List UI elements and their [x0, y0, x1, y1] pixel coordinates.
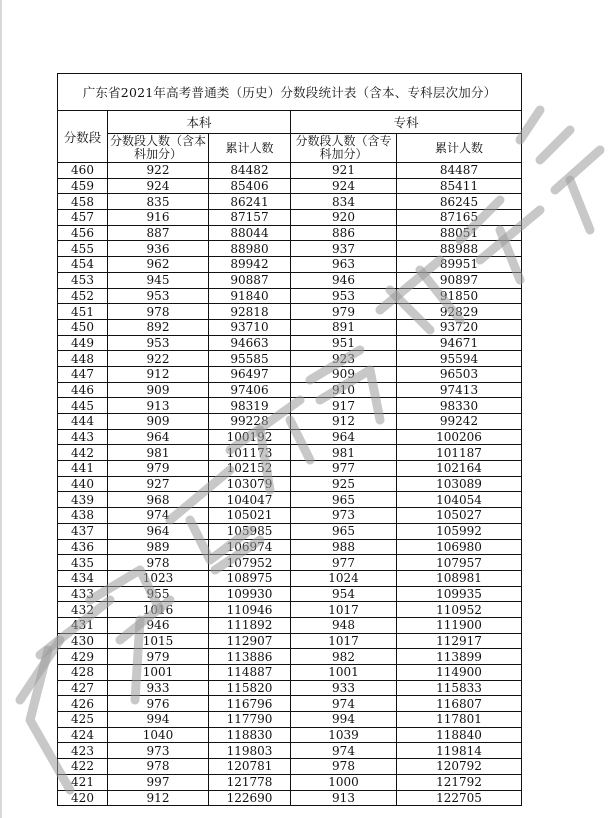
junior-count-cell: 923	[291, 351, 397, 367]
score-band-cell: 456	[58, 225, 108, 241]
score-band-cell: 432	[58, 602, 108, 618]
junior-count-cell: 964	[291, 429, 397, 445]
undergrad-count-cell: 994	[108, 712, 209, 728]
header-junior-group: 专科	[291, 111, 522, 134]
score-band-cell: 459	[58, 178, 108, 194]
junior-cumulative-cell: 121792	[397, 774, 522, 790]
junior-cumulative-cell: 119814	[397, 743, 522, 759]
undergrad-cumulative-cell: 109930	[209, 586, 291, 602]
junior-count-cell: 913	[291, 790, 397, 806]
undergrad-count-cell: 979	[108, 649, 209, 665]
score-band-cell: 441	[58, 461, 108, 477]
junior-count-cell: 978	[291, 759, 397, 775]
score-band-cell: 433	[58, 586, 108, 602]
junior-cumulative-cell: 103089	[397, 476, 522, 492]
undergrad-cumulative-cell: 106974	[209, 539, 291, 555]
junior-cumulative-cell: 85411	[397, 178, 522, 194]
undergrad-cumulative-cell: 108975	[209, 570, 291, 586]
junior-count-cell: 973	[291, 508, 397, 524]
junior-cumulative-cell: 109935	[397, 586, 522, 602]
undergrad-cumulative-cell: 121778	[209, 774, 291, 790]
score-band-cell: 426	[58, 696, 108, 712]
junior-cumulative-cell: 116807	[397, 696, 522, 712]
table-row	[58, 351, 522, 367]
undergrad-count-cell: 953	[108, 335, 209, 351]
undergrad-cumulative-cell: 95585	[209, 351, 291, 367]
junior-cumulative-cell: 111900	[397, 617, 522, 633]
table-row	[58, 680, 522, 696]
undergrad-count-cell: 964	[108, 523, 209, 539]
table-row	[58, 398, 522, 414]
undergrad-cumulative-cell: 120781	[209, 759, 291, 775]
table-row	[58, 429, 522, 445]
junior-cumulative-cell: 94671	[397, 335, 522, 351]
table-row	[58, 382, 522, 398]
score-band-cell: 445	[58, 398, 108, 414]
score-distribution-table-container	[57, 73, 521, 806]
junior-count-cell: 1039	[291, 727, 397, 743]
table-row	[58, 210, 522, 226]
undergrad-count-cell: 936	[108, 241, 209, 257]
junior-count-cell: 917	[291, 398, 397, 414]
score-band-cell: 440	[58, 476, 108, 492]
undergrad-count-cell: 976	[108, 696, 209, 712]
undergrad-cumulative-cell: 85406	[209, 178, 291, 194]
score-band-cell: 423	[58, 743, 108, 759]
junior-count-cell: 988	[291, 539, 397, 555]
junior-count-cell: 981	[291, 445, 397, 461]
table-row	[58, 445, 522, 461]
junior-cumulative-cell: 115833	[397, 680, 522, 696]
junior-count-cell: 891	[291, 319, 397, 335]
score-band-cell: 427	[58, 680, 108, 696]
header-score-band: 分数段	[58, 111, 108, 163]
undergrad-count-cell: 927	[108, 476, 209, 492]
junior-cumulative-cell: 101187	[397, 445, 522, 461]
undergrad-count-cell: 968	[108, 492, 209, 508]
undergrad-count-cell: 913	[108, 398, 209, 414]
junior-cumulative-cell: 105027	[397, 508, 522, 524]
undergrad-cumulative-cell: 117790	[209, 712, 291, 728]
undergrad-cumulative-cell: 88044	[209, 225, 291, 241]
undergrad-count-cell: 945	[108, 272, 209, 288]
table-row	[58, 743, 522, 759]
score-band-cell: 453	[58, 272, 108, 288]
score-band-cell: 428	[58, 665, 108, 681]
undergrad-count-cell: 973	[108, 743, 209, 759]
undergrad-cumulative-cell: 105021	[209, 508, 291, 524]
table-row	[58, 570, 522, 586]
undergrad-cumulative-cell: 122690	[209, 790, 291, 806]
undergrad-count-cell: 989	[108, 539, 209, 555]
junior-cumulative-cell: 102164	[397, 461, 522, 477]
junior-cumulative-cell: 107957	[397, 555, 522, 571]
header-undergrad-count: 分数段人数（含本科加分）	[108, 134, 209, 163]
junior-count-cell: 933	[291, 680, 397, 696]
table-row	[58, 178, 522, 194]
junior-count-cell: 912	[291, 414, 397, 430]
junior-count-cell: 954	[291, 586, 397, 602]
table-row	[58, 492, 522, 508]
undergrad-cumulative-cell: 100192	[209, 429, 291, 445]
undergrad-cumulative-cell: 90887	[209, 272, 291, 288]
score-band-cell: 435	[58, 555, 108, 571]
undergrad-count-cell: 933	[108, 680, 209, 696]
undergrad-cumulative-cell: 102152	[209, 461, 291, 477]
undergrad-cumulative-cell: 89942	[209, 257, 291, 273]
undergrad-cumulative-cell: 113886	[209, 649, 291, 665]
undergrad-cumulative-cell: 99228	[209, 414, 291, 430]
junior-count-cell: 1001	[291, 665, 397, 681]
table-row	[58, 790, 522, 806]
table-row	[58, 602, 522, 618]
table-row	[58, 288, 522, 304]
table-row	[58, 319, 522, 335]
undergrad-cumulative-cell: 105985	[209, 523, 291, 539]
undergrad-cumulative-cell: 116796	[209, 696, 291, 712]
undergrad-cumulative-cell: 98319	[209, 398, 291, 414]
junior-count-cell: 974	[291, 696, 397, 712]
junior-cumulative-cell: 90897	[397, 272, 522, 288]
table-row	[58, 163, 522, 179]
junior-cumulative-cell: 114900	[397, 665, 522, 681]
undergrad-cumulative-cell: 93710	[209, 319, 291, 335]
undergrad-count-cell: 912	[108, 366, 209, 382]
junior-cumulative-cell: 89951	[397, 257, 522, 273]
undergrad-cumulative-cell: 97406	[209, 382, 291, 398]
table-row	[58, 712, 522, 728]
undergrad-count-cell: 922	[108, 351, 209, 367]
undergrad-count-cell: 981	[108, 445, 209, 461]
score-band-cell: 436	[58, 539, 108, 555]
score-band-cell: 446	[58, 382, 108, 398]
table-row	[58, 649, 522, 665]
score-band-cell: 443	[58, 429, 108, 445]
score-band-cell: 454	[58, 257, 108, 273]
junior-count-cell: 925	[291, 476, 397, 492]
junior-cumulative-cell: 96503	[397, 366, 522, 382]
junior-count-cell: 948	[291, 617, 397, 633]
undergrad-cumulative-cell: 84482	[209, 163, 291, 179]
undergrad-count-cell: 997	[108, 774, 209, 790]
score-band-cell: 438	[58, 508, 108, 524]
undergrad-cumulative-cell: 101173	[209, 445, 291, 461]
table-row	[58, 523, 522, 539]
undergrad-count-cell: 1015	[108, 633, 209, 649]
score-band-cell: 447	[58, 366, 108, 382]
undergrad-cumulative-cell: 119803	[209, 743, 291, 759]
junior-cumulative-cell: 112917	[397, 633, 522, 649]
junior-cumulative-cell: 122705	[397, 790, 522, 806]
table-row	[58, 539, 522, 555]
table-row	[58, 304, 522, 320]
junior-count-cell: 994	[291, 712, 397, 728]
junior-cumulative-cell: 91850	[397, 288, 522, 304]
undergrad-cumulative-cell: 88980	[209, 241, 291, 257]
undergrad-cumulative-cell: 96497	[209, 366, 291, 382]
undergrad-cumulative-cell: 114887	[209, 665, 291, 681]
table-row	[58, 476, 522, 492]
undergrad-count-cell: 909	[108, 382, 209, 398]
table-row	[58, 633, 522, 649]
score-band-cell: 431	[58, 617, 108, 633]
undergrad-count-cell: 955	[108, 586, 209, 602]
score-band-cell: 457	[58, 210, 108, 226]
undergrad-cumulative-cell: 103079	[209, 476, 291, 492]
table-row	[58, 586, 522, 602]
junior-count-cell: 1017	[291, 602, 397, 618]
table-row	[58, 696, 522, 712]
score-band-cell: 450	[58, 319, 108, 335]
score-band-cell: 429	[58, 649, 108, 665]
score-band-cell: 451	[58, 304, 108, 320]
score-band-cell: 422	[58, 759, 108, 775]
undergrad-count-cell: 953	[108, 288, 209, 304]
junior-count-cell: 982	[291, 649, 397, 665]
junior-count-cell: 910	[291, 382, 397, 398]
header-undergrad-group: 本科	[108, 111, 291, 134]
junior-count-cell: 909	[291, 366, 397, 382]
junior-count-cell: 921	[291, 163, 397, 179]
junior-cumulative-cell: 95594	[397, 351, 522, 367]
undergrad-count-cell: 912	[108, 790, 209, 806]
undergrad-count-cell: 1040	[108, 727, 209, 743]
undergrad-count-cell: 1001	[108, 665, 209, 681]
undergrad-count-cell: 964	[108, 429, 209, 445]
score-band-cell: 449	[58, 335, 108, 351]
undergrad-count-cell: 909	[108, 414, 209, 430]
undergrad-cumulative-cell: 111892	[209, 617, 291, 633]
undergrad-count-cell: 924	[108, 178, 209, 194]
header-junior-cumulative: 累计人数	[397, 134, 522, 163]
undergrad-cumulative-cell: 87157	[209, 210, 291, 226]
table-row	[58, 366, 522, 382]
junior-count-cell: 920	[291, 210, 397, 226]
junior-cumulative-cell: 84487	[397, 163, 522, 179]
table-row	[58, 461, 522, 477]
table-row	[58, 665, 522, 681]
undergrad-count-cell: 946	[108, 617, 209, 633]
table-row	[58, 241, 522, 257]
undergrad-cumulative-cell: 91840	[209, 288, 291, 304]
junior-cumulative-cell: 104054	[397, 492, 522, 508]
undergrad-cumulative-cell: 115820	[209, 680, 291, 696]
junior-cumulative-cell: 93720	[397, 319, 522, 335]
undergrad-count-cell: 978	[108, 304, 209, 320]
undergrad-count-cell: 916	[108, 210, 209, 226]
junior-count-cell: 974	[291, 743, 397, 759]
junior-cumulative-cell: 88051	[397, 225, 522, 241]
junior-cumulative-cell: 108981	[397, 570, 522, 586]
score-band-cell: 439	[58, 492, 108, 508]
junior-count-cell: 924	[291, 178, 397, 194]
undergrad-cumulative-cell: 107952	[209, 555, 291, 571]
undergrad-count-cell: 892	[108, 319, 209, 335]
table-row	[58, 335, 522, 351]
score-band-cell: 437	[58, 523, 108, 539]
junior-count-cell: 946	[291, 272, 397, 288]
junior-cumulative-cell: 118840	[397, 727, 522, 743]
undergrad-cumulative-cell: 86241	[209, 194, 291, 210]
undergrad-count-cell: 978	[108, 759, 209, 775]
undergrad-count-cell: 978	[108, 555, 209, 571]
junior-count-cell: 965	[291, 523, 397, 539]
junior-count-cell: 937	[291, 241, 397, 257]
undergrad-count-cell: 1023	[108, 570, 209, 586]
undergrad-cumulative-cell: 92818	[209, 304, 291, 320]
score-band-cell: 421	[58, 774, 108, 790]
junior-count-cell: 834	[291, 194, 397, 210]
undergrad-count-cell: 974	[108, 508, 209, 524]
table-row	[58, 774, 522, 790]
junior-cumulative-cell: 99242	[397, 414, 522, 430]
score-band-cell: 448	[58, 351, 108, 367]
junior-count-cell: 979	[291, 304, 397, 320]
undergrad-cumulative-cell: 110946	[209, 602, 291, 618]
score-band-cell: 458	[58, 194, 108, 210]
junior-cumulative-cell: 106980	[397, 539, 522, 555]
score-band-cell: 424	[58, 727, 108, 743]
junior-count-cell: 977	[291, 555, 397, 571]
junior-cumulative-cell: 117801	[397, 712, 522, 728]
undergrad-count-cell: 979	[108, 461, 209, 477]
undergrad-count-cell: 1016	[108, 602, 209, 618]
score-band-cell: 452	[58, 288, 108, 304]
undergrad-count-cell: 887	[108, 225, 209, 241]
junior-count-cell: 963	[291, 257, 397, 273]
score-band-cell: 430	[58, 633, 108, 649]
undergrad-cumulative-cell: 94663	[209, 335, 291, 351]
undergrad-count-cell: 922	[108, 163, 209, 179]
score-distribution-table	[57, 73, 522, 806]
junior-count-cell: 886	[291, 225, 397, 241]
table-row	[58, 617, 522, 633]
table-row	[58, 555, 522, 571]
undergrad-cumulative-cell: 112907	[209, 633, 291, 649]
table-row	[58, 194, 522, 210]
junior-cumulative-cell: 100206	[397, 429, 522, 445]
table-body	[58, 163, 522, 806]
score-band-cell: 434	[58, 570, 108, 586]
undergrad-cumulative-cell: 118830	[209, 727, 291, 743]
undergrad-count-cell: 962	[108, 257, 209, 273]
table-row	[58, 225, 522, 241]
junior-count-cell: 1024	[291, 570, 397, 586]
junior-count-cell: 951	[291, 335, 397, 351]
header-undergrad-cumulative: 累计人数	[209, 134, 291, 163]
score-band-cell: 444	[58, 414, 108, 430]
junior-cumulative-cell: 97413	[397, 382, 522, 398]
junior-count-cell: 965	[291, 492, 397, 508]
table-row	[58, 414, 522, 430]
junior-cumulative-cell: 86245	[397, 194, 522, 210]
table-row	[58, 257, 522, 273]
header-junior-count: 分数段人数（含专科加分）	[291, 134, 397, 163]
junior-cumulative-cell: 110952	[397, 602, 522, 618]
junior-count-cell: 1000	[291, 774, 397, 790]
junior-cumulative-cell: 88988	[397, 241, 522, 257]
junior-cumulative-cell: 105992	[397, 523, 522, 539]
table-row	[58, 727, 522, 743]
table-title: 广东省2021年高考普通类（历史）分数段统计表（含本、专科层次加分）	[58, 74, 522, 111]
junior-cumulative-cell: 113899	[397, 649, 522, 665]
junior-cumulative-cell: 92829	[397, 304, 522, 320]
undergrad-count-cell: 835	[108, 194, 209, 210]
junior-cumulative-cell: 98330	[397, 398, 522, 414]
score-band-cell: 455	[58, 241, 108, 257]
junior-count-cell: 1017	[291, 633, 397, 649]
score-band-cell: 420	[58, 790, 108, 806]
score-band-cell: 442	[58, 445, 108, 461]
junior-cumulative-cell: 87165	[397, 210, 522, 226]
junior-count-cell: 953	[291, 288, 397, 304]
undergrad-cumulative-cell: 104047	[209, 492, 291, 508]
page-left-edge	[0, 0, 2, 818]
table-row	[58, 508, 522, 524]
score-band-cell: 460	[58, 163, 108, 179]
table-row	[58, 272, 522, 288]
score-band-cell: 425	[58, 712, 108, 728]
junior-cumulative-cell: 120792	[397, 759, 522, 775]
junior-count-cell: 977	[291, 461, 397, 477]
table-row	[58, 759, 522, 775]
